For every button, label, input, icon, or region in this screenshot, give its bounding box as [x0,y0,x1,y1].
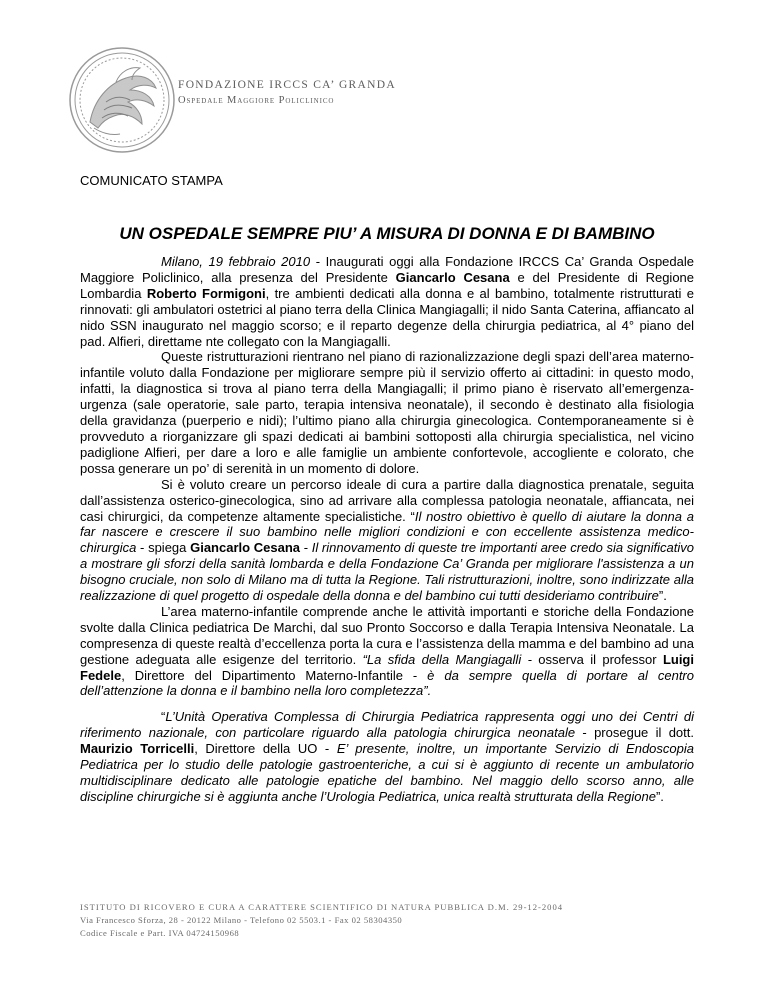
paragraph-3: Si è voluto creare un percorso ideale di cura a partire dalla diagnostica prenatale, seguita dall’assistenza osterico-ginecologica, sino ad arrivare alla complessa patologia neonatale, affiancata, nei casi chirurgici, da competenze altamente specialistiche. “Il nostro obiettivo è quello di aiutare la donna a far nascere e crescere il suo bambino nelle migliori condizioni e con eccellente assistenza medico-chirurgica - spiega Giancarlo Cesana - Il rinnovamento di queste tre importanti aree credo sia significativo a mostrare gli sforzi della sanità lombarda e della Fondazione Ca’ Granda per migliorare l'assistenza a un bisogno cruciale, non solo di Milano ma di tutta la Regione. Tali ristrutturazioni, inoltre, sono indirizzate alla realizzazione di quel progetto di ospedale della donna e del bambino cui tutti desideriamo contribuire”. [80,476,695,604]
griffin-logo-icon [60,42,190,162]
organization-subtitle: Ospedale Maggiore Policlinico [178,95,335,106]
organization-name: FONDAZIONE IRCCS CA’ GRANDA [178,79,396,91]
person-name: Giancarlo Cesana [190,540,301,556]
footer-institute-line: ISTITUTO DI RICOVERO E CURA A CARATTERE SCIENTIFICO DI NATURA PUBBLICA D.M. 29-12-2004 [80,902,564,912]
paragraph-1: Milano, 19 febbraio 2010 - Inaugurati oggi alla Fondazione IRCCS Ca’ Granda Ospedale Maggiore Policlinico, alla presenza del Presidente Giancarlo Cesana e del Presidente di Regione Lombardia Roberto Formigoni, tre ambienti dedicati alla donna e al bambino, totalmente ristrutturati e rinnovati: gli ambulatori ostetrici al piano terra della Clinica Mangiagalli; il nido Santa Caterina, affiancato al nido SSN inaugurato nel maggio scorso; e il reparto degenze della chirurgia pediatrica, al 4° piano del pad. Alfieri, direttame nte collegato con la Mangiagalli. [80,254,695,349]
footer-tax-line: Codice Fiscale e Part. IVA 04724150968 [80,928,240,938]
person-name: Giancarlo Cesana [395,269,510,285]
footer-address-line: Via Francesco Sforza, 28 - 20122 Milano - Telefono 02 5503.1 - Fax 02 58304350 [80,915,403,925]
quote: “La sfida della Mangiagalli - [362,651,539,667]
quote: è da sempre quella di portare al centro dell’attenzione la donna e il bambino nella loro completezza”. [80,667,694,699]
press-release-headline: UN OSPEDALE SEMPRE PIU’ A MISURA DI DONNA E DI BAMBINO [119,224,655,243]
press-release-body [80,254,694,805]
quote: Il rinnovamento di queste tre importanti aree credo sia significativo a mostrare gli sforzi della sanità lombarda e della Fondazione Ca’ Granda per migliorare l'assistenza a un bisogno cruciale, non solo di Milano ma di tutta la Regione. Tali ristrutturazioni, inoltre, sono indirizzate alla realizzazione di quel progetto di ospedale della donna e del bambino cui tutti desideriamo contribuire [80,540,695,604]
person-name: Roberto Formigoni [146,285,266,301]
footer [80,901,563,940]
quote: L’Unità Operativa Complessa di Chirurgia Pediatrica rappresenta oggi uno dei Centri di riferimento nazionale, con particolare riguardo alla patologia chirurgica neonatale [80,709,694,741]
paragraph-5: “L’Unità Operativa Complessa di Chirurgia Pediatrica rappresenta oggi uno dei Centri di riferimento nazionale, con particolare riguardo alla patologia chirurgica neonatale - prosegue il dott. Maurizio Torricelli, Direttore della UO - E’ presente, inoltre, un importante Servizio di Endoscopia Pediatrica per lo studio delle patologie gastroenteriche, a cui si è aggiunto di recente un ambulatorio multidisciplinare dedicato alle patologie epatiche del bambino. Nel maggio dello scorso anno, alle discipline chirurgiche si è aggiunta anche l’Urologia Pediatrica, unica realtà strutturata della Regione”. [80,709,694,804]
paragraph-2: Queste ristrutturazioni rientrano nel piano di razionalizzazione degli spazi dell’area materno-infantile voluto dalla Fondazione per migliorare sempre più il servizio offerto ai cittadini: in questo modo, infatti, la diagnostica si trova al piano terra della Mangiagalli; il primo piano è riservato all’emergenza-urgenza (sale operatorie, sale parto, terapia intensiva neonatale), il secondo è destinato alla fisiologia della gravidanza (puerperio e nidi); l’ultimo piano alla chirurgia ginecologica. Contemporaneamente si è provveduto a riorganizzare gli spazi dedicati ai bambini sottoposti alla chirurgia specialistica, nel vicino padiglione Alfieri, per dare a loro e alle famiglie un ambiente confortevole, accogliente e colorato, che possa generare un po’ di serenità in un momento di dolore. [80,349,694,476]
dateline: Milano, 19 febbraio 2010 [161,254,311,269]
quote: Il nostro obiettivo è quello di aiutare la donna a far nascere e crescere il suo bambino nelle migliori condizioni e con eccellente assistenza medico-chirurgica [80,508,694,556]
organization-header [178,78,396,108]
press-release-label: COMUNICATO STAMPA [80,173,223,188]
person-name: Luigi Fedele [80,651,694,683]
person-name: Maurizio Torricelli [80,741,195,757]
paragraph-4: L’area materno-infantile comprende anche le attività importanti e storiche della Fondazione svolte dalla Clinica pediatrica De Marchi, dal suo Pronto Soccorso e dalla Terapia Intensiva Neonatale. La compresenza di queste realtà d’eccellenza porta la cura e l’assistenza della mamma e del bambino ad una gestione adeguata alle esigenze del territorio. “La sfida della Mangiagalli - osserva il professor Luigi Fedele, Direttore del Dipartimento Materno-Infantile - è da sempre quella di portare al centro dell’attenzione la donna e il bambino nella loro completezza”. [80,603,694,699]
quote: E’ presente, inoltre, un importante Servizio di Endoscopia Pediatrica per lo studio delle patologie gastroenteriche, a cui si è aggiunto di recente un ambulatorio multidisciplinare dedicato alle patologie epatiche del bambino. Nel maggio dello scorso anno, alle discipline chirurgiche si è aggiunta anche l’Urologia Pediatrica, unica realtà strutturata della Regione [80,741,694,804]
